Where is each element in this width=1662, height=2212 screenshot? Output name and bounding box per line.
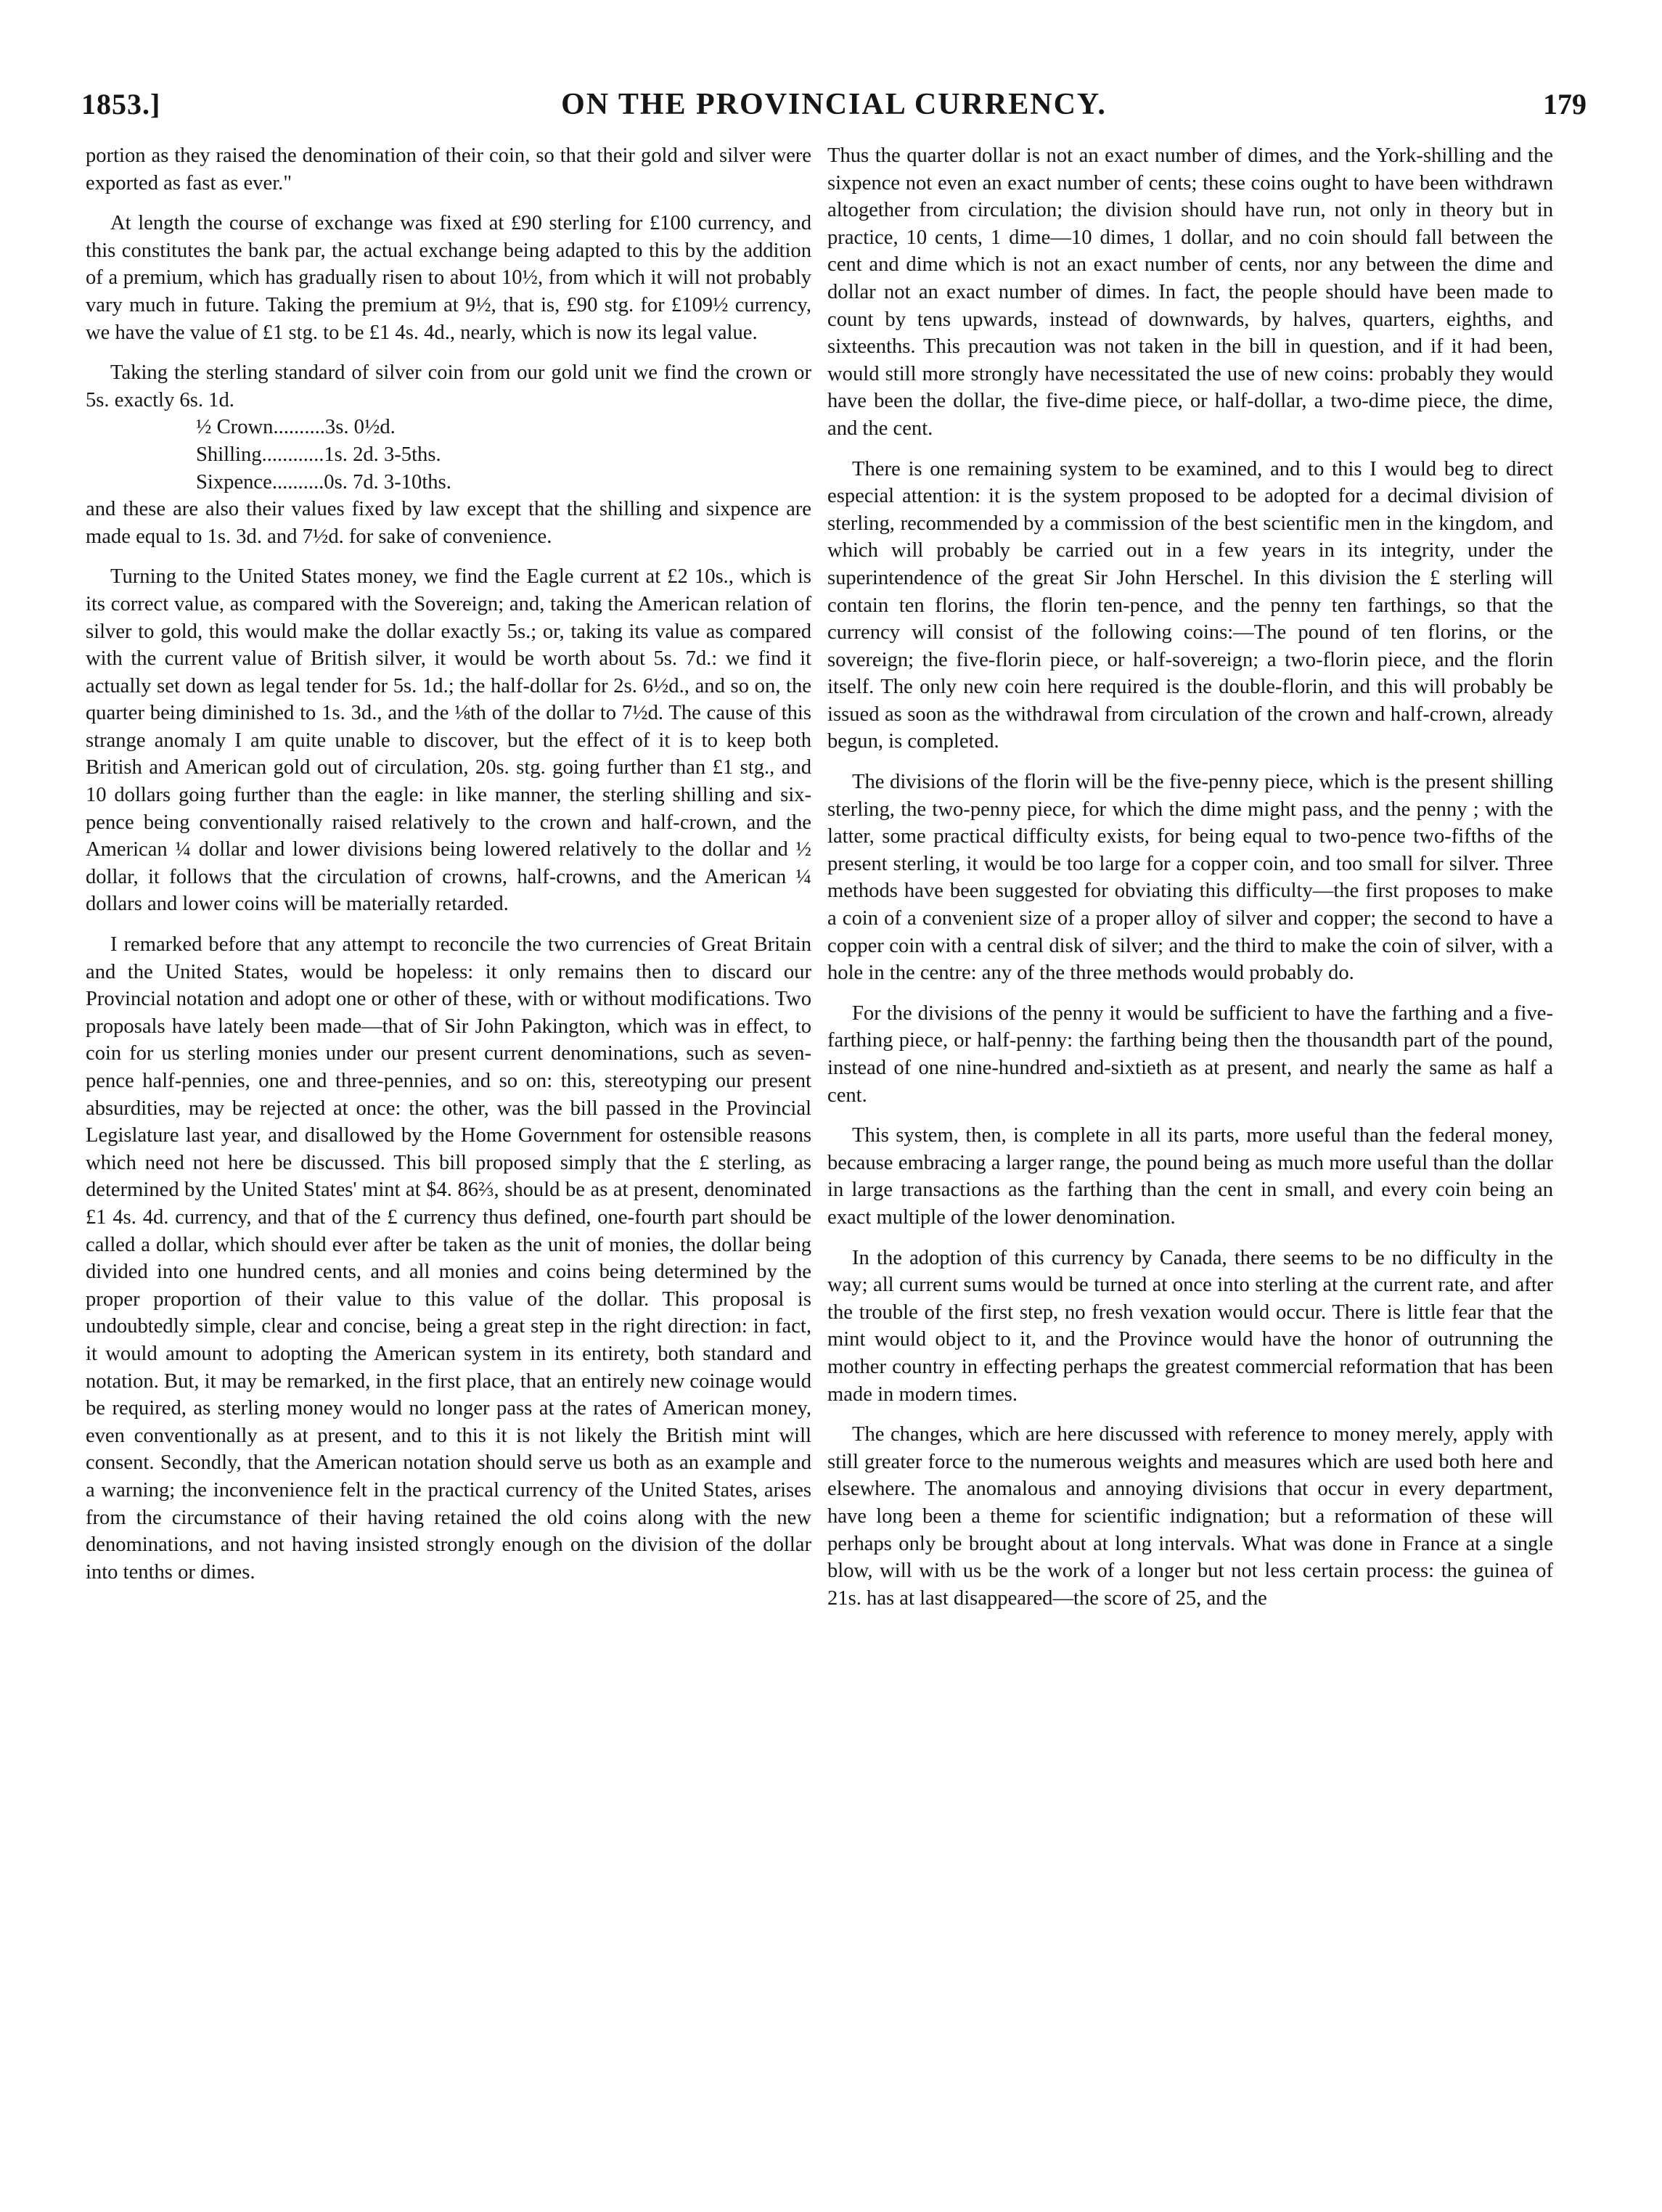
coin-value: 1s. 2d. 3-5ths. (324, 443, 441, 466)
coin-value: 3s. 0½d. (324, 416, 396, 439)
coin-row (196, 441, 811, 469)
paragraph: I remarked before that any attempt to reconcile the two currencies of Great Britain and the United States, would be hopeless: it only remains then to discard our Provincial notation and adopt one or other of these, with or without modifications. Two proposals have lately been made—that of Sir John Pakington, which was in effect, to coin for us sterling monies under our present current denominations, such as seven-pence half-pennies, one and three-pennies, and so on: this, stereotyping our present absurdities, may be rejected at once: the other, was the bill passed in the Provincial Legislature last year, and disallowed by the Home Government for ostensible reasons which need not here be discussed. This bill proposed simply that the £ sterling, as determined by the United States' mint at $4. 86⅔, should be as at present, denominated £1 4s. 4d. currency, and that of the £ currency thus defined, one-fourth part should be called a dollar, which should ever after be taken as the unit of monies, the dollar being divided into one hundred cents, and all monies and coins being determined by the proper proportion of their value to this value of the dollar. This proposal is undoubtedly simple, clear and concise, being a great step in the right direction: in fact, it would amount to adopting the American system in its entirety, both standard and notation. But, it may be remarked, in the first place, that an entirely new coinage would be required, as sterling money would no longer pass at the rates of American money, even conventionally as at present, and to this it is not likely the British mint will consent. Secondly, that the American notation should serve us both as an example and a warning; the inconvenience felt in the practical currency of the United States, arises from the circumstance of their having retained the old coins along with the new denominations, and not having insisted strongly enough on the division of the dollar into tenths or dimes. (86, 933, 811, 1584)
header-year: 1853.] (81, 88, 161, 120)
dot-leader: .......... (273, 416, 325, 439)
paragraph: This system, then, is complete in all its parts, more useful than the federal money, because embracing a larger range, the pound being as much more useful than the dollar in large transactions as the farthing than the cent in small, and every coin being an exact multiple of the lower denomination. (827, 1124, 1553, 1229)
paragraph: Turning to the United States money, we find the Eagle current at £2 10s., which is its correct value, as compared with the Sovereign; and, taking the American relation of silver to gold, this would make the dollar exactly 5s.; or, taking its value as compared with the current value of British silver, it would be worth about 5s. 7d.: we find it actually set down as legal tender for 5s. 1d.; the half-dollar for 2s. 6½d., and so on, the quarter being diminished to 1s. 3d., and the ⅛th of the dollar to 7½d. The cause of this strange anomaly I am quite unable to discover, but the effect of it is to keep both British and American gold out of circulation, 20s. stg. going further than £1 stg., and 10 dollars going further than the eagle: in like manner, the sterling shilling and six-pence being conventionally raised relatively to the crown and half-crown, and the American ¼ dollar and lower divisions being lowered relatively to the dollar and ½ dollar, it follows that the circulation of crowns, half-crowns, and the American ¼ dollars and lower coins will be materially retarded. (86, 565, 811, 916)
coin-row (196, 469, 811, 496)
coin-row (196, 414, 811, 441)
paragraph: and these are also their values fixed by law except that the shilling and sixpence are made equal to 1s. 3d. and 7½d. for sake of convenience. (86, 498, 811, 548)
paragraph: For the divisions of the penny it would be sufficient to have the farthing and a five-farthing piece, or half-penny: the farthing being then the thousandth part of the pound, instead of one nine-hundred and-sixtieth as at present, and nearly the same as half a cent. (827, 1001, 1553, 1107)
paragraph: In the adoption of this currency by Canada, there seems to be no difficulty in the way; all current sums would be turned at once into sterling at the current rate, and after the trouble of the first step, no fresh vexation would occur. There is little fear that the mint would object to it, and the Province would have the honor of outrunning the mother country in effecting perhaps the greatest commercial reformation that has been made in modern times. (827, 1246, 1553, 1406)
page-title: ON THE PROVINCIAL CURRENCY. (561, 88, 1107, 121)
running-head (81, 87, 1587, 131)
coin-name: Shilling (196, 443, 262, 466)
dot-leader: .......... (271, 470, 324, 493)
dot-leader: ............ (261, 443, 324, 466)
paragraph: portion as they raised the denomination of their coin, so that their gold and silver were exported as fast as ever." (86, 144, 811, 194)
coin-value-table (196, 414, 811, 496)
coin-name: ½ Crown (196, 416, 274, 439)
page-number: 179 (1543, 88, 1587, 120)
paragraph: There is one remaining system to be examined, and to this I would beg to direct especial attention: it is the system proposed to be adopted for a decimal division of sterling, recommended by a commission of the best scientific men in the kingdom, and which will probably be carried out in a few years in its integrity, under the superintendence of the great Sir John Herschel. In this division the £ sterling will contain ten florins, the florin ten-pence, and the penny ten farthings, so that the currency will consist of the following coins:—The pound of ten florins, or the sovereign; the five-florin piece, or half-sovereign; a two-florin piece, and the florin itself. The only new coin here required is the double-florin, and this will probably be issued as soon as the withdrawal from circulation of the crown and half-crown, already begun, is completed. (827, 457, 1553, 753)
paragraph: Thus the quarter dollar is not an exact number of dimes, and the York-shilling and the sixpence not even an exact number of cents; these coins ought to have been withdrawn altogether from circulation; the division should have run, not only in theory but in practice, 10 cents, 1 dime—10 dimes, 1 dollar, and no coin should fall between the cent and dime which is not an exact number of cents, nor any between the dime and dollar not an exact number of dimes. In fact, the people should have been made to count by tens upwards, instead of downwards, by halves, quarters, eighths, and sixteenths. This precaution was not taken in the bill in question, and if it had been, would still more strongly have necessitated the use of new coins: probably they would have been the dollar, the five-dime piece, or half-dollar, a two-dime piece, the dime, and the cent. (827, 144, 1553, 440)
paragraph: The changes, which are here discussed with reference to money merely, apply with still greater force to the numerous weights and measures which are used both here and elsewhere. The anomalous and annoying divisions that occur in every department, have long been a theme for scientific indignation; but a reformation of these will perhaps only be brought about at long intervals. What was done in France at a single blow, will with us be the work of a longer but not less certain process: the guinea of 21s. has at last disappeared—the score of 25, and the (827, 1423, 1553, 1610)
right-column (827, 142, 1553, 1625)
paragraph: Taking the sterling standard of silver coin from our gold unit we find the crown or 5s. exactly 6s. 1d. (86, 361, 811, 411)
coin-value: 0s. 7d. 3-10ths. (324, 470, 451, 493)
paragraph: At length the course of exchange was fixed at £90 sterling for £100 currency, and this constitutes the bank par, the actual exchange being adapted to this by the addition of a premium, which has gradually risen to about 10½, from which it will not probably vary much in future. Taking the premium at 9½, that is, £90 stg. for £109½ currency, we have the value of £1 stg. to be £1 4s. 4d., nearly, which is now its legal value. (86, 212, 811, 344)
left-column (86, 142, 811, 1599)
coin-name: Sixpence (196, 470, 272, 493)
paragraph: The divisions of the florin will be the five-penny piece, which is the present shilling sterling, the two-penny piece, for which the dime might pass, and the penny ; with the latter, some practical difficulty exists, for being equal to two-pence two-fifths of the present sterling, it would be too large for a copper coin, and too small for silver. Three methods have been suggested for obviating this difficulty—the first proposes to make a coin of a convenient size of a proper alloy of silver and copper; the second to have a copper coin with a central disk of silver; and the third to make the coin of silver, with a hole in the centre: any of the three methods would probably do. (827, 771, 1553, 985)
